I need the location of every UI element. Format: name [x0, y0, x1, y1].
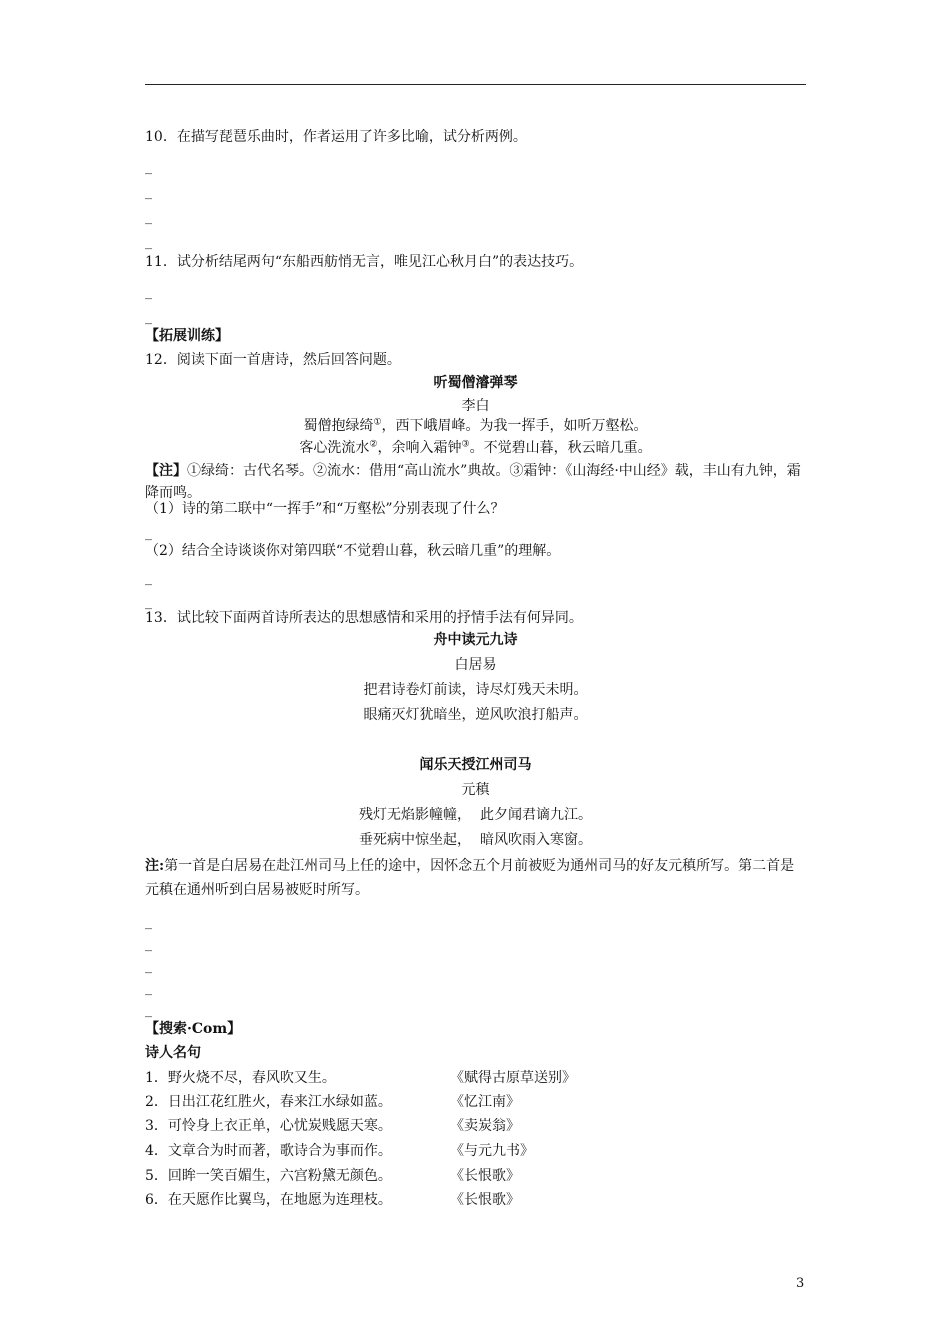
poem-note: 注:第一首是白居易在赴江州司马上任的途中，因怀念五个月前被贬为通州司马的好友元稹所写。第二首是元稹在通州听到白居易被贬时所写。: [145, 858, 795, 898]
answer-blank: _: [145, 234, 152, 250]
quote-source: 《赋得古原草送别》: [450, 1070, 576, 1086]
answer-blank: _: [145, 284, 152, 300]
question-10: 10．在描写琵琶乐曲时，作者运用了许多比喻，试分析两例。: [145, 129, 527, 145]
section-heading-search: 【搜索·Com】: [145, 1021, 242, 1037]
poem-title: 闻乐天授江州司马: [419, 757, 532, 773]
poem-title: 听蜀僧濬弹琴: [433, 375, 518, 391]
poem-line: 客心洗流水②，余响入霜钟③。不觉碧山暮，秋云暗几重。: [299, 439, 652, 456]
answer-blank: _: [145, 980, 152, 996]
poem-author: 白居易: [454, 657, 497, 673]
answer-blank: _: [145, 594, 152, 610]
poem-line: 垂死病中惊坐起， 暗风吹雨入寒窗。: [359, 832, 592, 848]
answer-blank: _: [145, 309, 152, 325]
answer-blank: _: [145, 914, 152, 930]
answer-blank: _: [145, 1002, 152, 1018]
section-heading-expand: 【拓展训练】: [145, 328, 229, 344]
famous-lines-title: 诗人名句: [145, 1045, 201, 1061]
quote-text: 2．日出江花红胜火，春来江水绿如蓝。: [145, 1094, 392, 1110]
question-13: 13．试比较下面两首诗所表达的思想感情和采用的抒情手法有何异同。: [145, 610, 583, 626]
answer-blank: _: [145, 209, 152, 225]
footnote: 【注】①绿绮：古代名琴。②流水：借用“高山流水”典故。③霜钟：《山海经·中山经》载，丰山有九钟，霜降而鸣。: [145, 463, 801, 501]
poem-line: 蜀僧抱绿绮①，西下峨眉峰。为我一挥手，如听万壑松。: [303, 417, 648, 434]
quote-text: 3．可怜身上衣正单，心忧炭贱愿天寒。: [145, 1118, 392, 1134]
header-rule: [145, 84, 806, 85]
poem-author: 元稹: [461, 782, 490, 798]
answer-blank: _: [145, 570, 152, 586]
poem-author: 李白: [461, 398, 490, 414]
poem-title: 舟中读元九诗: [433, 632, 518, 648]
answer-blank: _: [145, 184, 152, 200]
quote-text: 1．野火烧不尽，春风吹又生。: [145, 1070, 336, 1086]
quote-text: 4．文章合为时而著，歌诗合为事而作。: [145, 1143, 392, 1159]
quote-source: 《卖炭翁》: [450, 1118, 520, 1134]
question-12-1: （1）诗的第二联中“一挥手”和“万壑松”分别表现了什么？: [145, 501, 505, 517]
question-11: 11．试分析结尾两句“东船西舫悄无言，唯见江心秋月白”的表达技巧。: [145, 254, 584, 270]
poem-line: 残灯无焰影幢幢， 此夕闻君谪九江。: [359, 807, 592, 823]
question-12: 12．阅读下面一首唐诗，然后回答问题。: [145, 352, 401, 368]
answer-blank: _: [145, 525, 152, 541]
answer-blank: _: [145, 936, 152, 952]
answer-blank: _: [145, 159, 152, 175]
quote-text: 5．回眸一笑百媚生，六宫粉黛无颜色。: [145, 1168, 392, 1184]
quote-source: 《长恨歌》: [450, 1192, 520, 1208]
poem-line: 眼痛灭灯犹暗坐，逆风吹浪打船声。: [363, 707, 588, 723]
quote-source: 《与元九书》: [450, 1143, 534, 1159]
answer-blank: _: [145, 958, 152, 974]
quote-source: 《长恨歌》: [450, 1168, 520, 1184]
quote-text: 6．在天愿作比翼鸟，在地愿为连理枝。: [145, 1192, 392, 1208]
question-12-2: （2）结合全诗谈谈你对第四联“不觉碧山暮，秋云暗几重”的理解。: [145, 543, 561, 559]
poem-line: 把君诗卷灯前读，诗尽灯残天未明。: [363, 682, 588, 698]
quote-source: 《忆江南》: [450, 1094, 520, 1110]
page-number: 3: [796, 1276, 805, 1291]
